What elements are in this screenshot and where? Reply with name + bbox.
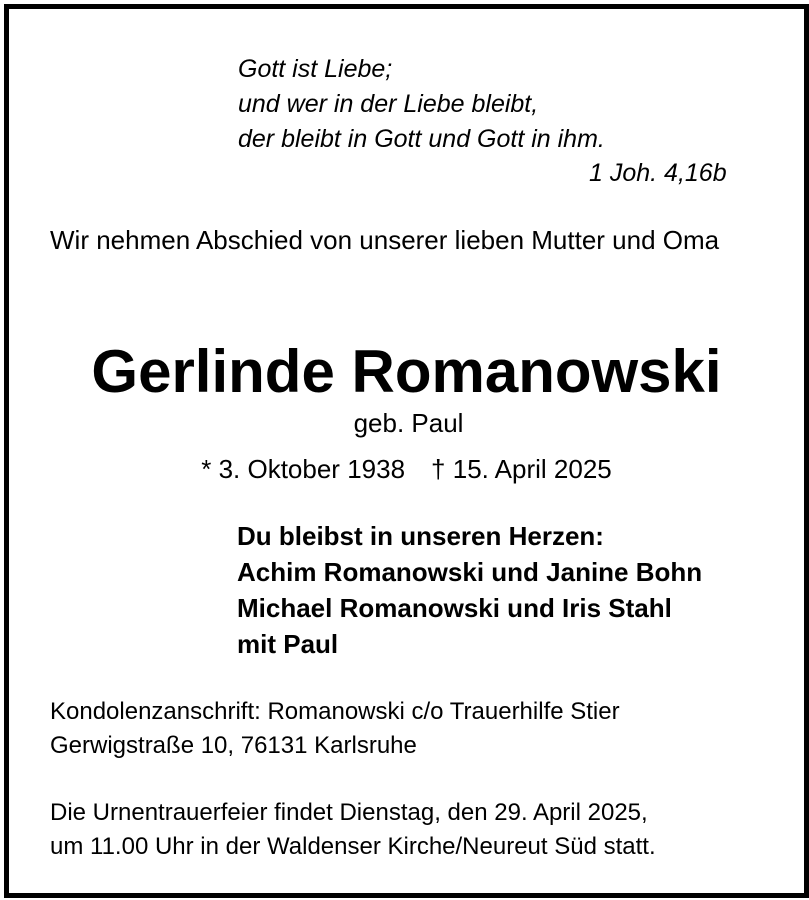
mourners-list bbox=[237, 518, 702, 662]
birth-date: * 3. Oktober 1938 bbox=[201, 454, 406, 484]
funeral-service-info bbox=[50, 796, 656, 864]
obituary-notice bbox=[4, 4, 809, 898]
deceased-name: Gerlinde Romanowski bbox=[91, 338, 722, 405]
verse-line-2: und wer in der Liebe bleibt, bbox=[238, 90, 539, 118]
verse-line-3: der bleibt in Gott und Gott in ihm. bbox=[238, 125, 605, 153]
service-line-1: Die Urnentrauerfeier findet Dienstag, den 29. April 2025, bbox=[50, 799, 648, 826]
service-line-2: um 11.00 Uhr in der Waldenser Kirche/Neureut Süd statt. bbox=[50, 833, 656, 860]
address-line-2: Gerwigstraße 10, 76131 Karlsruhe bbox=[50, 732, 417, 759]
mourner-line-3: mit Paul bbox=[237, 629, 339, 659]
verse-reference: 1 Joh. 4,16b bbox=[589, 159, 727, 187]
farewell-intro: Wir nehmen Abschied von unserer lieben Mutter und Oma bbox=[50, 225, 720, 255]
maiden-name: geb. Paul bbox=[353, 408, 464, 438]
verse-line-1: Gott ist Liebe; bbox=[238, 55, 393, 83]
mourner-line-2: Michael Romanowski und Iris Stahl bbox=[237, 593, 672, 623]
life-dates bbox=[9, 451, 804, 487]
mourners-heading: Du bleibst in unseren Herzen: bbox=[237, 521, 604, 551]
condolence-address bbox=[50, 695, 620, 763]
bible-verse bbox=[238, 52, 605, 157]
address-line-1: Kondolenzanschrift: Romanowski c/o Trauerhilfe Stier bbox=[50, 698, 620, 725]
death-date: † 15. April 2025 bbox=[431, 454, 612, 484]
mourner-line-1: Achim Romanowski und Janine Bohn bbox=[237, 557, 703, 587]
